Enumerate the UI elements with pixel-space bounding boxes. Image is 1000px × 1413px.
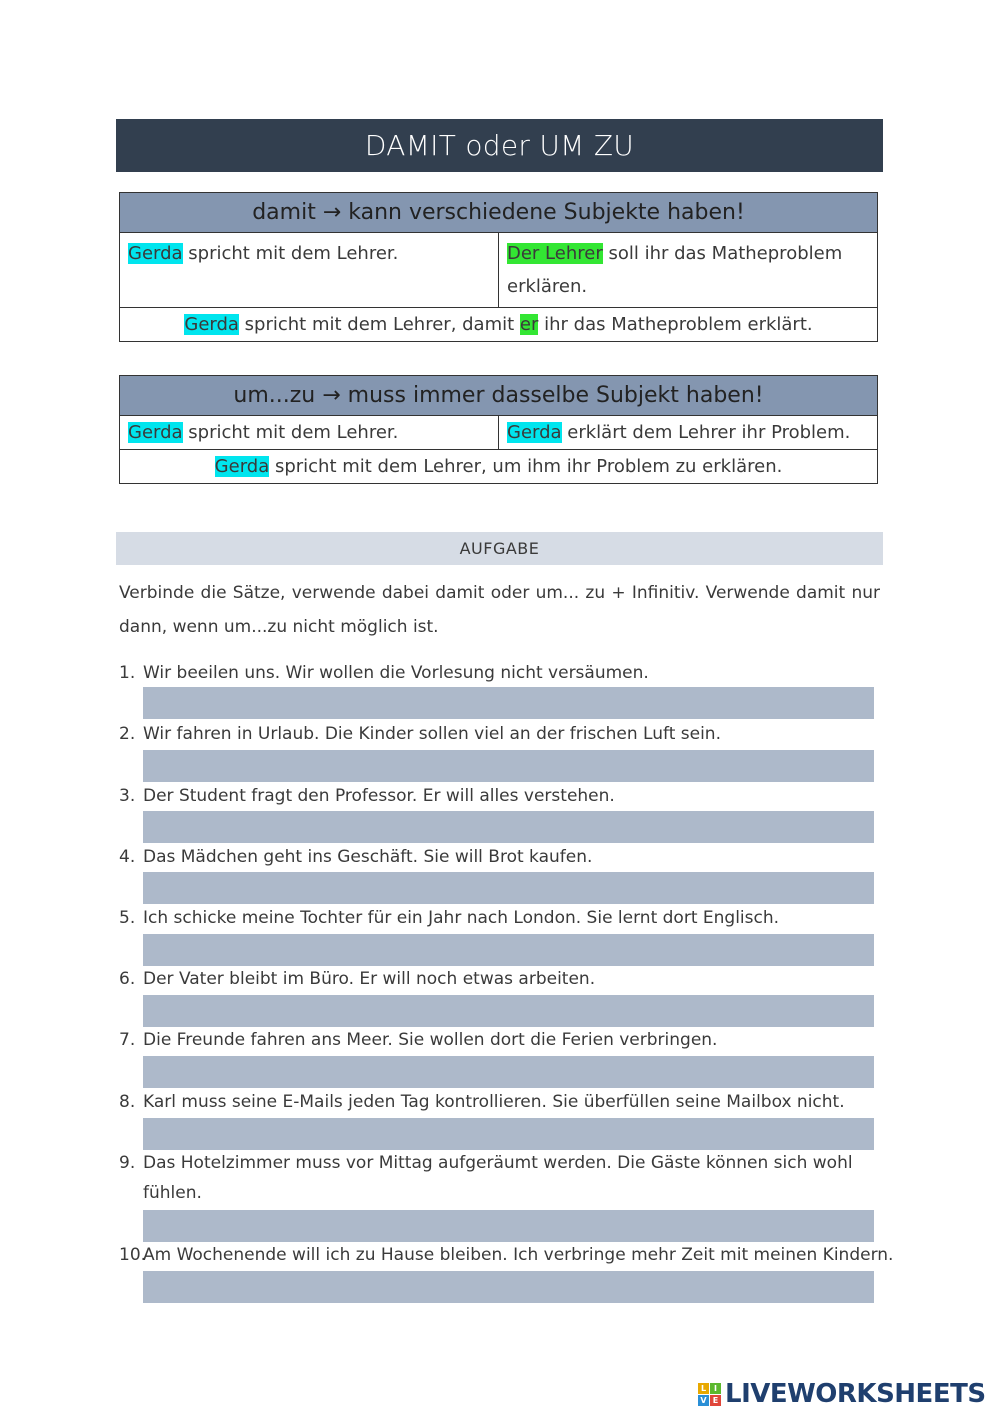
subject-highlight: Gerda — [128, 422, 183, 443]
answer-input-1[interactable] — [143, 687, 874, 719]
answer-input-2[interactable] — [143, 750, 874, 782]
umzu-rule-header: um...zu → muss immer dasselbe Subjekt haben! — [120, 376, 877, 416]
exercise-4 — [119, 842, 879, 872]
exercise-number: 9. — [119, 1153, 136, 1173]
exercise-sentence: Karl muss seine E-Mails jeden Tag kontrollieren. Sie überfüllen seine Mailbox nicht. — [143, 1092, 845, 1112]
umzu-combined-sentence — [120, 450, 877, 483]
exercise-5 — [119, 903, 879, 933]
sentence-rest: spricht mit dem Lehrer. — [182, 422, 399, 443]
exercise-number: 4. — [119, 847, 136, 867]
answer-input-4[interactable] — [143, 872, 874, 904]
answer-input-3[interactable] — [143, 811, 874, 843]
sentence-rest: spricht mit dem Lehrer. — [182, 243, 399, 264]
exercise-10 — [119, 1240, 894, 1270]
exercise-number: 7. — [119, 1030, 136, 1050]
exercise-6 — [119, 964, 879, 994]
exercise-number: 1. — [119, 663, 136, 683]
exercise-2 — [119, 719, 879, 749]
umzu-left-sentence — [120, 416, 498, 449]
exercise-sentence: Wir beeilen uns. Wir wollen die Vorlesung nicht versäumen. — [143, 663, 649, 683]
exercise-sentence: Am Wochenende will ich zu Hause bleiben. Ich verbringe mehr Zeit mit meinen Kindern. — [143, 1245, 894, 1265]
damit-example-row — [120, 233, 877, 308]
exercise-number: 8. — [119, 1092, 136, 1112]
exercise-number: 2. — [119, 724, 136, 744]
subject-highlight: Gerda — [507, 422, 562, 443]
subject-highlight: er — [519, 314, 539, 335]
answer-input-6[interactable] — [143, 995, 874, 1027]
exercise-number: 5. — [119, 908, 136, 928]
damit-rule-header: damit → kann verschiedene Subjekte haben! — [120, 193, 877, 233]
exercise-number: 3. — [119, 786, 136, 806]
umzu-rule-table — [119, 375, 878, 484]
liveworksheets-logo — [698, 1379, 986, 1409]
sentence-rest: ihr das Matheproblem erklärt. — [538, 314, 813, 335]
exercise-sentence: Wir fahren in Urlaub. Die Kinder sollen viel an der frischen Luft sein. — [143, 724, 721, 744]
page-title: DAMIT oder UM ZU — [116, 119, 883, 172]
subject-highlight: Gerda — [184, 314, 239, 335]
exercise-sentence: Der Student fragt den Professor. Er will alles verstehen. — [143, 786, 615, 806]
answer-input-8[interactable] — [143, 1118, 874, 1150]
logo-mark-tile: L — [698, 1383, 709, 1394]
subject-highlight: Gerda — [214, 456, 270, 477]
exercise-sentence: Der Vater bleibt im Büro. Er will noch etwas arbeiten. — [143, 969, 596, 989]
subject-highlight: Gerda — [128, 243, 183, 264]
logo-mark-tile: E — [710, 1395, 721, 1406]
damit-combined-sentence — [120, 308, 877, 341]
logo-mark-tile: I — [710, 1383, 721, 1394]
exercise-sentence: Das Mädchen geht ins Geschäft. Sie will Brot kaufen. — [143, 847, 593, 867]
answer-input-9[interactable] — [143, 1210, 874, 1242]
damit-left-sentence — [120, 233, 498, 307]
exercise-sentence: Das Hotelzimmer muss vor Mittag aufgeräumt werden. Die Gäste können sich wohl fühlen. — [143, 1153, 853, 1203]
logo-mark-tile: V — [698, 1395, 709, 1406]
task-instruction: Verbinde die Sätze, verwende dabei damit oder um... zu + Infinitiv. Verwende damit nur dann, wenn um...zu nicht möglich ist. — [119, 583, 880, 637]
answer-input-7[interactable] — [143, 1056, 874, 1088]
exercise-3 — [119, 781, 879, 811]
exercise-9 — [119, 1148, 879, 1208]
sentence-rest: spricht mit dem Lehrer, um ihm ihr Problem zu erklären. — [269, 456, 783, 477]
umzu-right-sentence — [498, 416, 877, 449]
answer-input-10[interactable] — [143, 1271, 874, 1303]
exercise-1 — [119, 658, 879, 688]
logo-mark-icon — [698, 1383, 721, 1406]
damit-rule-table — [119, 192, 878, 342]
exercise-sentence: Die Freunde fahren ans Meer. Sie wollen dort die Ferien verbringen. — [143, 1030, 718, 1050]
exercise-sentence: Ich schicke meine Tochter für ein Jahr nach London. Sie lernt dort Englisch. — [143, 908, 780, 928]
exercise-8 — [119, 1087, 879, 1117]
damit-right-sentence — [498, 233, 877, 307]
task-heading: AUFGABE — [116, 532, 883, 565]
logo-text: LIVEWORKSHEETS — [725, 1379, 986, 1409]
exercise-7 — [119, 1025, 879, 1055]
umzu-example-row — [120, 416, 877, 450]
answer-input-5[interactable] — [143, 934, 874, 966]
sentence-rest: soll ihr das Matheproblem erklären. — [507, 243, 843, 297]
sentence-rest: erklärt dem Lehrer ihr Problem. — [561, 422, 851, 443]
exercise-number: 10. — [119, 1245, 147, 1265]
subject-highlight: Der Lehrer — [507, 243, 603, 264]
exercise-number: 6. — [119, 969, 136, 989]
sentence-part: spricht mit dem Lehrer, damit — [238, 314, 520, 335]
